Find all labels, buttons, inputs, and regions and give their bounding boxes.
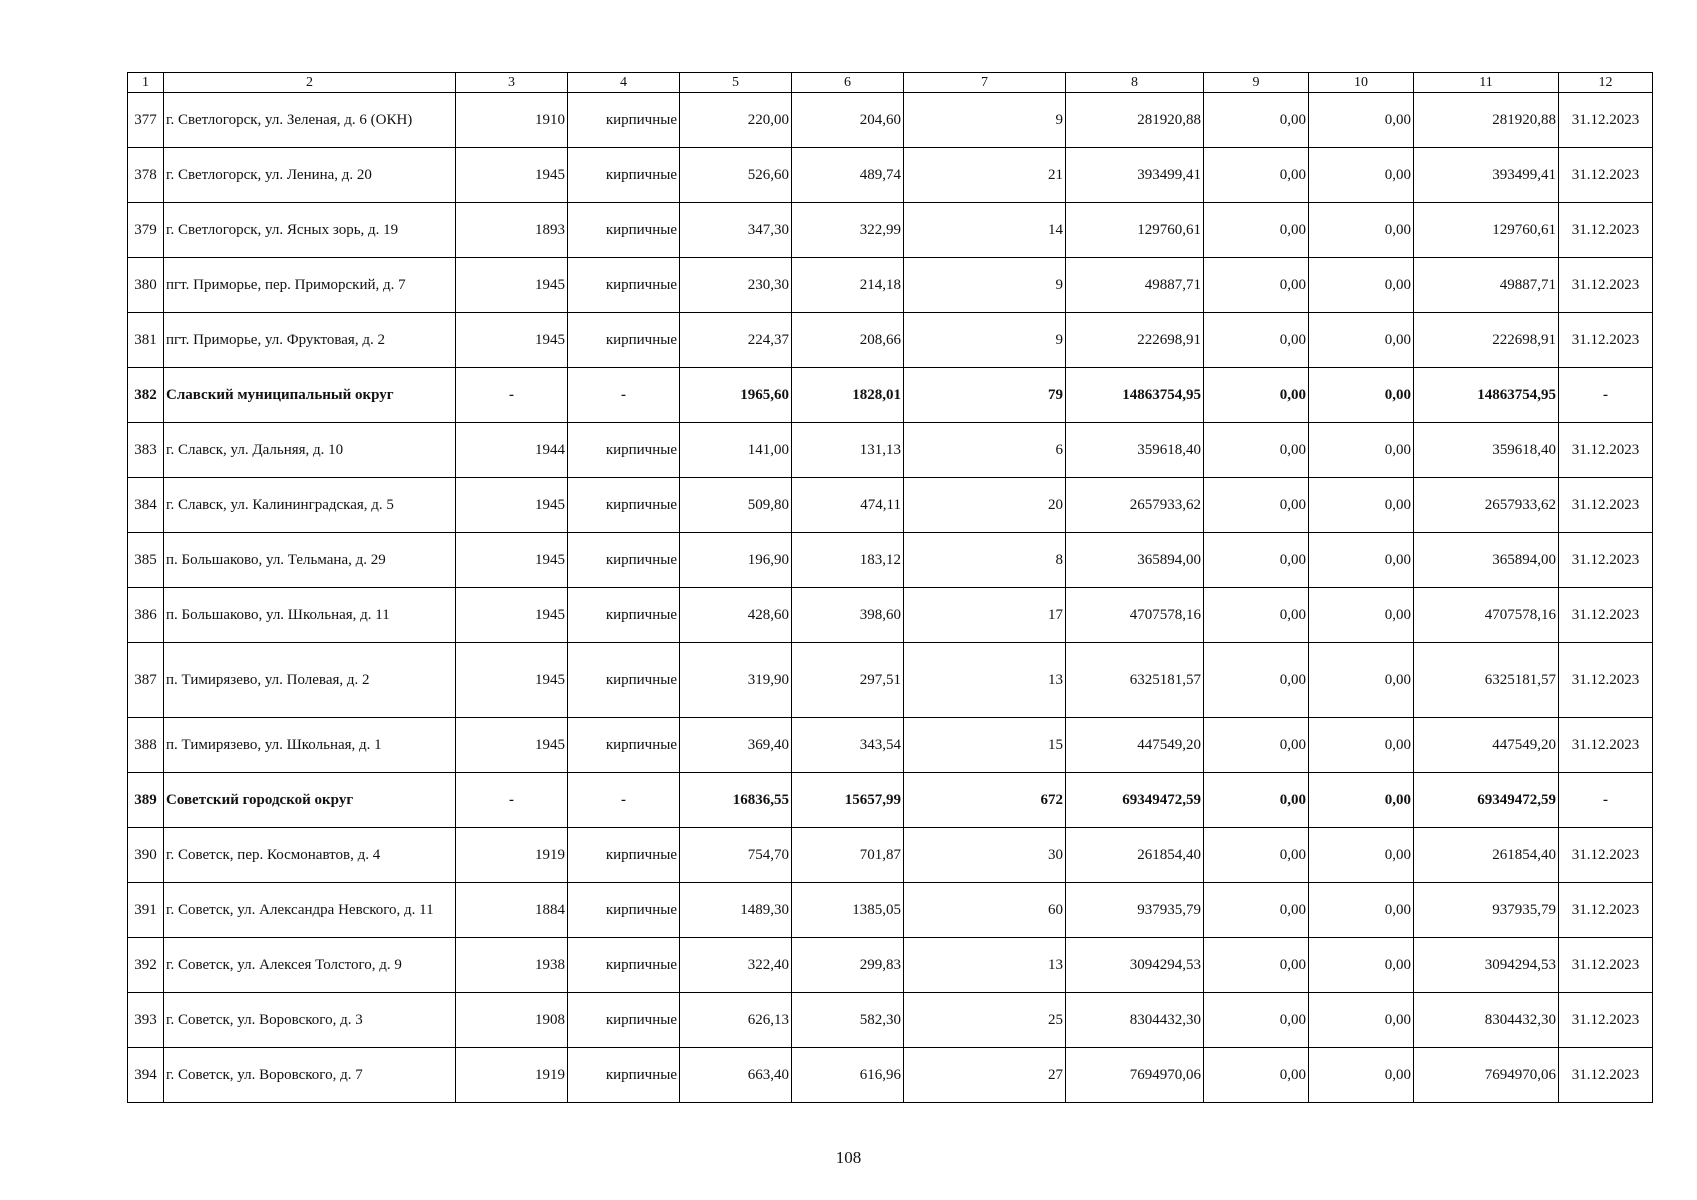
row-number-cell: 389 — [128, 773, 164, 828]
residents-count-cell: 6 — [904, 423, 1066, 478]
build-year-cell: 1945 — [456, 588, 568, 643]
deadline-date-cell: 31.12.2023 — [1559, 643, 1653, 718]
cost-11-cell: 129760,61 — [1414, 203, 1559, 258]
cost-10-cell: 0,00 — [1309, 643, 1414, 718]
table-row — [128, 938, 1653, 993]
cost-10-cell: 0,00 — [1309, 1048, 1414, 1103]
row-number-cell: 383 — [128, 423, 164, 478]
row-number-cell: 385 — [128, 533, 164, 588]
deadline-date-cell: 31.12.2023 — [1559, 258, 1653, 313]
living-area-cell: 489,74 — [792, 148, 904, 203]
address-cell: г. Советск, ул. Воровского, д. 7 — [164, 1048, 456, 1103]
wall-material-cell: кирпичные — [568, 93, 680, 148]
total-area-cell: 428,60 — [680, 588, 792, 643]
cost-9-cell: 0,00 — [1204, 368, 1309, 423]
deadline-date-cell: 31.12.2023 — [1559, 148, 1653, 203]
address-cell: г. Советск, пер. Космонавтов, д. 4 — [164, 828, 456, 883]
cost-11-cell: 4707578,16 — [1414, 588, 1559, 643]
deadline-date-cell: 31.12.2023 — [1559, 993, 1653, 1048]
total-cost-cell: 14863754,95 — [1066, 368, 1204, 423]
wall-material-cell: кирпичные — [568, 533, 680, 588]
total-area-cell: 230,30 — [680, 258, 792, 313]
cost-10-cell: 0,00 — [1309, 93, 1414, 148]
wall-material-cell: кирпичные — [568, 828, 680, 883]
cost-9-cell: 0,00 — [1204, 533, 1309, 588]
page-number: 108 — [835, 1148, 862, 1167]
living-area-cell: 343,54 — [792, 718, 904, 773]
table-row — [128, 828, 1653, 883]
total-area-cell: 526,60 — [680, 148, 792, 203]
cost-9-cell: 0,00 — [1204, 938, 1309, 993]
total-area-cell: 626,13 — [680, 993, 792, 1048]
row-number-cell: 384 — [128, 478, 164, 533]
wall-material-cell: кирпичные — [568, 258, 680, 313]
total-cost-cell: 3094294,53 — [1066, 938, 1204, 993]
total-area-cell: 1489,30 — [680, 883, 792, 938]
living-area-cell: 297,51 — [792, 643, 904, 718]
total-cost-cell: 49887,71 — [1066, 258, 1204, 313]
living-area-cell: 582,30 — [792, 993, 904, 1048]
residents-count-cell: 21 — [904, 148, 1066, 203]
cost-9-cell: 0,00 — [1204, 828, 1309, 883]
deadline-date-cell: 31.12.2023 — [1559, 423, 1653, 478]
row-number-cell: 390 — [128, 828, 164, 883]
wall-material-cell: кирпичные — [568, 718, 680, 773]
cost-11-cell: 937935,79 — [1414, 883, 1559, 938]
living-area-cell: 131,13 — [792, 423, 904, 478]
cost-11-cell: 222698,91 — [1414, 313, 1559, 368]
living-area-cell: 15657,99 — [792, 773, 904, 828]
wall-material-cell: кирпичные — [568, 993, 680, 1048]
living-area-cell: 474,11 — [792, 478, 904, 533]
deadline-date-cell: 31.12.2023 — [1559, 203, 1653, 258]
build-year-cell: 1910 — [456, 93, 568, 148]
cost-10-cell: 0,00 — [1309, 938, 1414, 993]
deadline-date-cell: 31.12.2023 — [1559, 533, 1653, 588]
living-area-cell: 1828,01 — [792, 368, 904, 423]
cost-11-cell: 14863754,95 — [1414, 368, 1559, 423]
cost-9-cell: 0,00 — [1204, 993, 1309, 1048]
table-row — [128, 93, 1653, 148]
address-cell: пгт. Приморье, пер. Приморский, д. 7 — [164, 258, 456, 313]
table-row — [128, 313, 1653, 368]
wall-material-cell: кирпичные — [568, 1048, 680, 1103]
residents-count-cell: 27 — [904, 1048, 1066, 1103]
address-cell: п. Тимирязево, ул. Школьная, д. 1 — [164, 718, 456, 773]
deadline-date-cell: - — [1559, 773, 1653, 828]
residents-count-cell: 79 — [904, 368, 1066, 423]
column-number-cell: 1 — [128, 73, 164, 93]
total-cost-cell: 8304432,30 — [1066, 993, 1204, 1048]
wall-material-cell: кирпичные — [568, 478, 680, 533]
total-cost-cell: 129760,61 — [1066, 203, 1204, 258]
living-area-cell: 1385,05 — [792, 883, 904, 938]
cost-9-cell: 0,00 — [1204, 643, 1309, 718]
cost-9-cell: 0,00 — [1204, 203, 1309, 258]
row-number-cell: 379 — [128, 203, 164, 258]
living-area-cell: 322,99 — [792, 203, 904, 258]
total-area-cell: 319,90 — [680, 643, 792, 718]
residents-count-cell: 60 — [904, 883, 1066, 938]
column-number-cell: 10 — [1309, 73, 1414, 93]
deadline-date-cell: 31.12.2023 — [1559, 93, 1653, 148]
total-cost-cell: 365894,00 — [1066, 533, 1204, 588]
total-cost-cell: 2657933,62 — [1066, 478, 1204, 533]
build-year-cell: 1945 — [456, 313, 568, 368]
build-year-cell: 1945 — [456, 148, 568, 203]
cost-11-cell: 49887,71 — [1414, 258, 1559, 313]
residents-count-cell: 20 — [904, 478, 1066, 533]
cost-9-cell: 0,00 — [1204, 478, 1309, 533]
total-cost-cell: 6325181,57 — [1066, 643, 1204, 718]
row-number-cell: 378 — [128, 148, 164, 203]
residents-count-cell: 9 — [904, 93, 1066, 148]
build-year-cell: 1919 — [456, 1048, 568, 1103]
living-area-cell: 183,12 — [792, 533, 904, 588]
total-area-cell: 754,70 — [680, 828, 792, 883]
wall-material-cell: кирпичные — [568, 423, 680, 478]
cost-10-cell: 0,00 — [1309, 478, 1414, 533]
wall-material-cell: кирпичные — [568, 313, 680, 368]
cost-10-cell: 0,00 — [1309, 313, 1414, 368]
address-cell: пгт. Приморье, ул. Фруктовая, д. 2 — [164, 313, 456, 368]
total-cost-cell: 393499,41 — [1066, 148, 1204, 203]
cost-9-cell: 0,00 — [1204, 1048, 1309, 1103]
column-number-cell: 9 — [1204, 73, 1309, 93]
row-number-cell: 394 — [128, 1048, 164, 1103]
cost-10-cell: 0,00 — [1309, 718, 1414, 773]
address-cell: г. Славск, ул. Калининградская, д. 5 — [164, 478, 456, 533]
cost-9-cell: 0,00 — [1204, 313, 1309, 368]
cost-10-cell: 0,00 — [1309, 258, 1414, 313]
row-number-cell: 391 — [128, 883, 164, 938]
table-row — [128, 883, 1653, 938]
total-cost-cell: 222698,91 — [1066, 313, 1204, 368]
deadline-date-cell: 31.12.2023 — [1559, 588, 1653, 643]
table-row — [128, 478, 1653, 533]
total-area-cell: 141,00 — [680, 423, 792, 478]
deadline-date-cell: 31.12.2023 — [1559, 883, 1653, 938]
build-year-cell: 1908 — [456, 993, 568, 1048]
total-area-cell: 347,30 — [680, 203, 792, 258]
district-total-row — [128, 773, 1653, 828]
table-row — [128, 258, 1653, 313]
wall-material-cell: - — [568, 368, 680, 423]
row-number-cell: 380 — [128, 258, 164, 313]
residents-count-cell: 13 — [904, 643, 1066, 718]
residents-count-cell: 9 — [904, 258, 1066, 313]
address-cell: Славский муниципальный округ — [164, 368, 456, 423]
residents-count-cell: 15 — [904, 718, 1066, 773]
deadline-date-cell: 31.12.2023 — [1559, 313, 1653, 368]
cost-11-cell: 365894,00 — [1414, 533, 1559, 588]
residents-count-cell: 8 — [904, 533, 1066, 588]
address-cell: г. Советск, ул. Александра Невского, д. 11 — [164, 883, 456, 938]
wall-material-cell: кирпичные — [568, 203, 680, 258]
cost-9-cell: 0,00 — [1204, 883, 1309, 938]
cost-9-cell: 0,00 — [1204, 148, 1309, 203]
cost-11-cell: 261854,40 — [1414, 828, 1559, 883]
cost-11-cell: 447549,20 — [1414, 718, 1559, 773]
column-number-cell: 11 — [1414, 73, 1559, 93]
row-number-cell: 377 — [128, 93, 164, 148]
cost-11-cell: 8304432,30 — [1414, 993, 1559, 1048]
build-year-cell: 1945 — [456, 643, 568, 718]
cost-9-cell: 0,00 — [1204, 773, 1309, 828]
deadline-date-cell: 31.12.2023 — [1559, 1048, 1653, 1103]
row-number-cell: 392 — [128, 938, 164, 993]
row-number-cell: 386 — [128, 588, 164, 643]
cost-10-cell: 0,00 — [1309, 148, 1414, 203]
wall-material-cell: кирпичные — [568, 148, 680, 203]
address-cell: г. Советск, ул. Алексея Толстого, д. 9 — [164, 938, 456, 993]
wall-material-cell: кирпичные — [568, 588, 680, 643]
deadline-date-cell: 31.12.2023 — [1559, 718, 1653, 773]
deadline-date-cell: 31.12.2023 — [1559, 938, 1653, 993]
row-number-cell: 387 — [128, 643, 164, 718]
living-area-cell: 398,60 — [792, 588, 904, 643]
address-cell: п. Большаково, ул. Школьная, д. 11 — [164, 588, 456, 643]
build-year-cell: 1944 — [456, 423, 568, 478]
residents-count-cell: 14 — [904, 203, 1066, 258]
total-area-cell: 1965,60 — [680, 368, 792, 423]
table-row — [128, 993, 1653, 1048]
cost-10-cell: 0,00 — [1309, 828, 1414, 883]
table-row — [128, 718, 1653, 773]
cost-10-cell: 0,00 — [1309, 883, 1414, 938]
column-number-cell: 2 — [164, 73, 456, 93]
total-cost-cell: 447549,20 — [1066, 718, 1204, 773]
cost-9-cell: 0,00 — [1204, 423, 1309, 478]
total-cost-cell: 359618,40 — [1066, 423, 1204, 478]
build-year-cell: - — [456, 368, 568, 423]
living-area-cell: 204,60 — [792, 93, 904, 148]
column-number-cell: 5 — [680, 73, 792, 93]
living-area-cell: 214,18 — [792, 258, 904, 313]
deadline-date-cell: 31.12.2023 — [1559, 828, 1653, 883]
cost-10-cell: 0,00 — [1309, 203, 1414, 258]
total-cost-cell: 4707578,16 — [1066, 588, 1204, 643]
total-area-cell: 369,40 — [680, 718, 792, 773]
address-cell: г. Славск, ул. Дальняя, д. 10 — [164, 423, 456, 478]
cost-11-cell: 7694970,06 — [1414, 1048, 1559, 1103]
total-cost-cell: 281920,88 — [1066, 93, 1204, 148]
residents-count-cell: 13 — [904, 938, 1066, 993]
total-area-cell: 220,00 — [680, 93, 792, 148]
total-area-cell: 663,40 — [680, 1048, 792, 1103]
build-year-cell: 1945 — [456, 718, 568, 773]
table-row — [128, 148, 1653, 203]
living-area-cell: 616,96 — [792, 1048, 904, 1103]
district-total-row — [128, 368, 1653, 423]
total-cost-cell: 7694970,06 — [1066, 1048, 1204, 1103]
table-row — [128, 588, 1653, 643]
cost-9-cell: 0,00 — [1204, 93, 1309, 148]
residents-count-cell: 25 — [904, 993, 1066, 1048]
address-cell: п. Тимирязево, ул. Полевая, д. 2 — [164, 643, 456, 718]
cost-11-cell: 2657933,62 — [1414, 478, 1559, 533]
cost-11-cell: 3094294,53 — [1414, 938, 1559, 993]
build-year-cell: 1945 — [456, 533, 568, 588]
table-row — [128, 533, 1653, 588]
row-number-cell: 388 — [128, 718, 164, 773]
total-area-cell: 322,40 — [680, 938, 792, 993]
table-row — [128, 643, 1653, 718]
address-cell: г. Светлогорск, ул. Зеленая, д. 6 (ОКН) — [164, 93, 456, 148]
column-number-cell: 7 — [904, 73, 1066, 93]
cost-10-cell: 0,00 — [1309, 368, 1414, 423]
cost-10-cell: 0,00 — [1309, 773, 1414, 828]
column-number-row — [128, 73, 1653, 93]
living-area-cell: 701,87 — [792, 828, 904, 883]
deadline-date-cell: 31.12.2023 — [1559, 478, 1653, 533]
address-cell: г. Светлогорск, ул. Ясных зорь, д. 19 — [164, 203, 456, 258]
total-cost-cell: 261854,40 — [1066, 828, 1204, 883]
build-year-cell: - — [456, 773, 568, 828]
column-number-cell: 8 — [1066, 73, 1204, 93]
cost-10-cell: 0,00 — [1309, 533, 1414, 588]
cost-9-cell: 0,00 — [1204, 258, 1309, 313]
address-cell: г. Светлогорск, ул. Ленина, д. 20 — [164, 148, 456, 203]
build-year-cell: 1945 — [456, 478, 568, 533]
living-area-cell: 208,66 — [792, 313, 904, 368]
total-cost-cell: 69349472,59 — [1066, 773, 1204, 828]
total-area-cell: 196,90 — [680, 533, 792, 588]
deadline-date-cell: - — [1559, 368, 1653, 423]
wall-material-cell: кирпичные — [568, 643, 680, 718]
address-cell: г. Советск, ул. Воровского, д. 3 — [164, 993, 456, 1048]
column-number-cell: 6 — [792, 73, 904, 93]
cost-11-cell: 6325181,57 — [1414, 643, 1559, 718]
table-row — [128, 1048, 1653, 1103]
build-year-cell: 1893 — [456, 203, 568, 258]
column-number-cell: 12 — [1559, 73, 1653, 93]
cost-11-cell: 69349472,59 — [1414, 773, 1559, 828]
table-row — [128, 203, 1653, 258]
row-number-cell: 382 — [128, 368, 164, 423]
address-cell: Советский городской округ — [164, 773, 456, 828]
cost-9-cell: 0,00 — [1204, 588, 1309, 643]
build-year-cell: 1884 — [456, 883, 568, 938]
cost-10-cell: 0,00 — [1309, 993, 1414, 1048]
residents-count-cell: 17 — [904, 588, 1066, 643]
address-cell: п. Большаково, ул. Тельмана, д. 29 — [164, 533, 456, 588]
cost-10-cell: 0,00 — [1309, 423, 1414, 478]
row-number-cell: 393 — [128, 993, 164, 1048]
total-area-cell: 224,37 — [680, 313, 792, 368]
cost-10-cell: 0,00 — [1309, 588, 1414, 643]
total-area-cell: 509,80 — [680, 478, 792, 533]
cost-11-cell: 393499,41 — [1414, 148, 1559, 203]
data-table — [127, 72, 1653, 1103]
build-year-cell: 1945 — [456, 258, 568, 313]
cost-11-cell: 281920,88 — [1414, 93, 1559, 148]
total-cost-cell: 937935,79 — [1066, 883, 1204, 938]
residents-count-cell: 672 — [904, 773, 1066, 828]
build-year-cell: 1938 — [456, 938, 568, 993]
wall-material-cell: кирпичные — [568, 883, 680, 938]
row-number-cell: 381 — [128, 313, 164, 368]
residents-count-cell: 9 — [904, 313, 1066, 368]
column-number-cell: 4 — [568, 73, 680, 93]
wall-material-cell: кирпичные — [568, 938, 680, 993]
wall-material-cell: - — [568, 773, 680, 828]
table-row — [128, 423, 1653, 478]
cost-11-cell: 359618,40 — [1414, 423, 1559, 478]
column-number-cell: 3 — [456, 73, 568, 93]
total-area-cell: 16836,55 — [680, 773, 792, 828]
cost-9-cell: 0,00 — [1204, 718, 1309, 773]
residents-count-cell: 30 — [904, 828, 1066, 883]
living-area-cell: 299,83 — [792, 938, 904, 993]
build-year-cell: 1919 — [456, 828, 568, 883]
